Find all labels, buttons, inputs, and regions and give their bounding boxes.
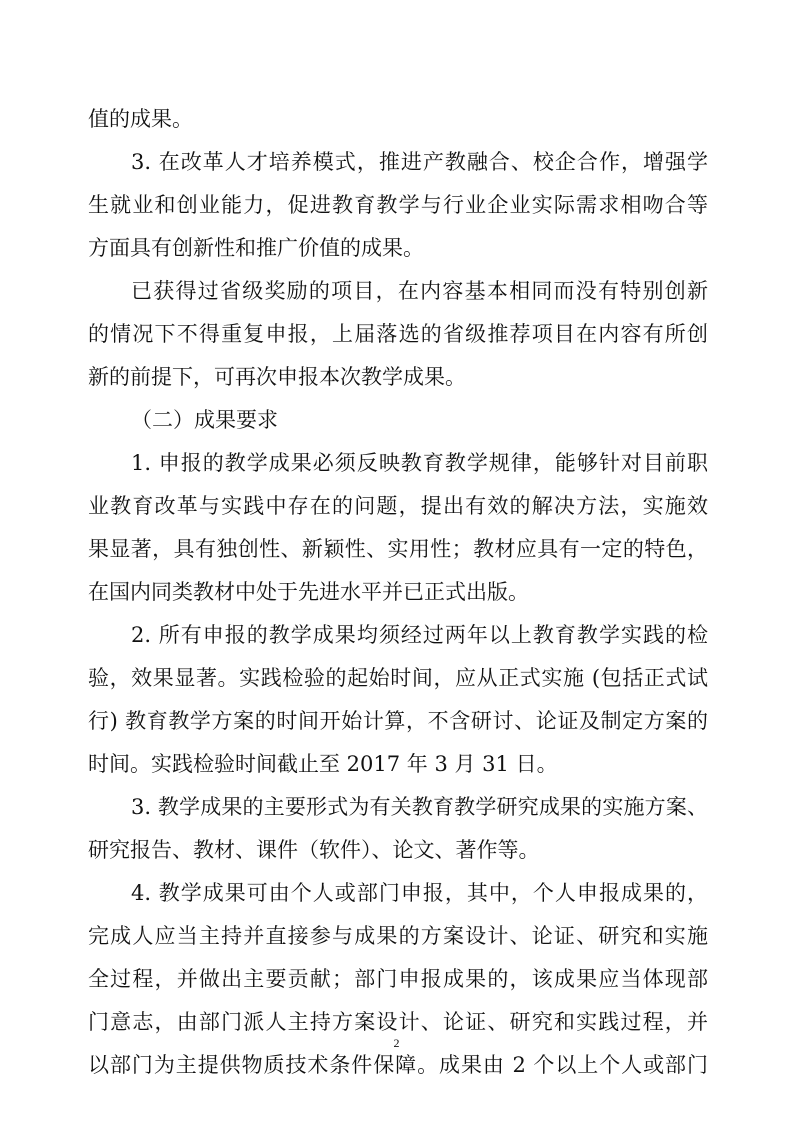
text-line: 值的成果。 <box>88 107 193 131</box>
text-line: 研究报告、教材、课件（软件）、论文、著作等。 <box>88 838 540 862</box>
text-line: 1. 申报的教学成果必须反映教育教学规律，能够针对目前职 <box>131 451 708 475</box>
text-line: 全过程，并做出主要贡献；部门申报成果的，该成果应当体现部 <box>88 967 708 991</box>
text-line: 的情况下不得重复申报，上届落选的省级推荐项目在内容有所创 <box>88 322 708 346</box>
text-line: 门意志，由部门派人主持方案设计、论证、研究和实践过程，并 <box>88 1010 708 1034</box>
text-line: 3. 教学成果的主要形式为有关教育教学研究成果的实施方案、 <box>131 795 708 819</box>
text-line: 4. 教学成果可由个人或部门申报，其中，个人申报成果的， <box>131 881 708 905</box>
text-line: 新的前提下，可再次申报本次教学成果。 <box>88 365 466 389</box>
text-line: 3. 在改革人才培养模式，推进产教融合、校企合作，增强学 <box>131 150 708 174</box>
text-line: 完成人应当主持并直接参与成果的方案设计、论证、研究和实施 <box>88 924 708 948</box>
page-number: 2 <box>393 1036 400 1050</box>
text-line: 果显著，具有独创性、新颖性、实用性；教材应具有一定的特色， <box>88 537 708 561</box>
text-line: 在国内同类教材中处于先进水平并已正式出版。 <box>88 580 529 604</box>
text-line: 已获得过省级奖励的项目，在内容基本相同而没有特别创新 <box>131 279 708 303</box>
text-line: 时间。实践检验时间截止至 2017 年 3 月 31 日。 <box>88 752 558 776</box>
text-line: 方面具有创新性和推广价值的成果。 <box>88 236 424 260</box>
text-line: 以部门为主提供物质技术条件保障。成果由 2 个以上个人或部门 <box>88 1053 708 1077</box>
section-heading: （二）成果要求 <box>131 408 278 432</box>
text-line: 生就业和创业能力，促进教育教学与行业企业实际需求相吻合等 <box>88 193 708 217</box>
text-line: 2. 所有申报的教学成果均须经过两年以上教育教学实践的检 <box>131 623 708 647</box>
text-line: 业教育改革与实践中存在的问题，提出有效的解决方法，实施效 <box>88 494 708 518</box>
text-line: 验，效果显著。实践检验的起始时间，应从正式实施 (包括正式试 <box>88 666 708 690</box>
text-line: 行) 教育教学方案的时间开始计算，不含研讨、论证及制定方案的 <box>88 709 708 733</box>
